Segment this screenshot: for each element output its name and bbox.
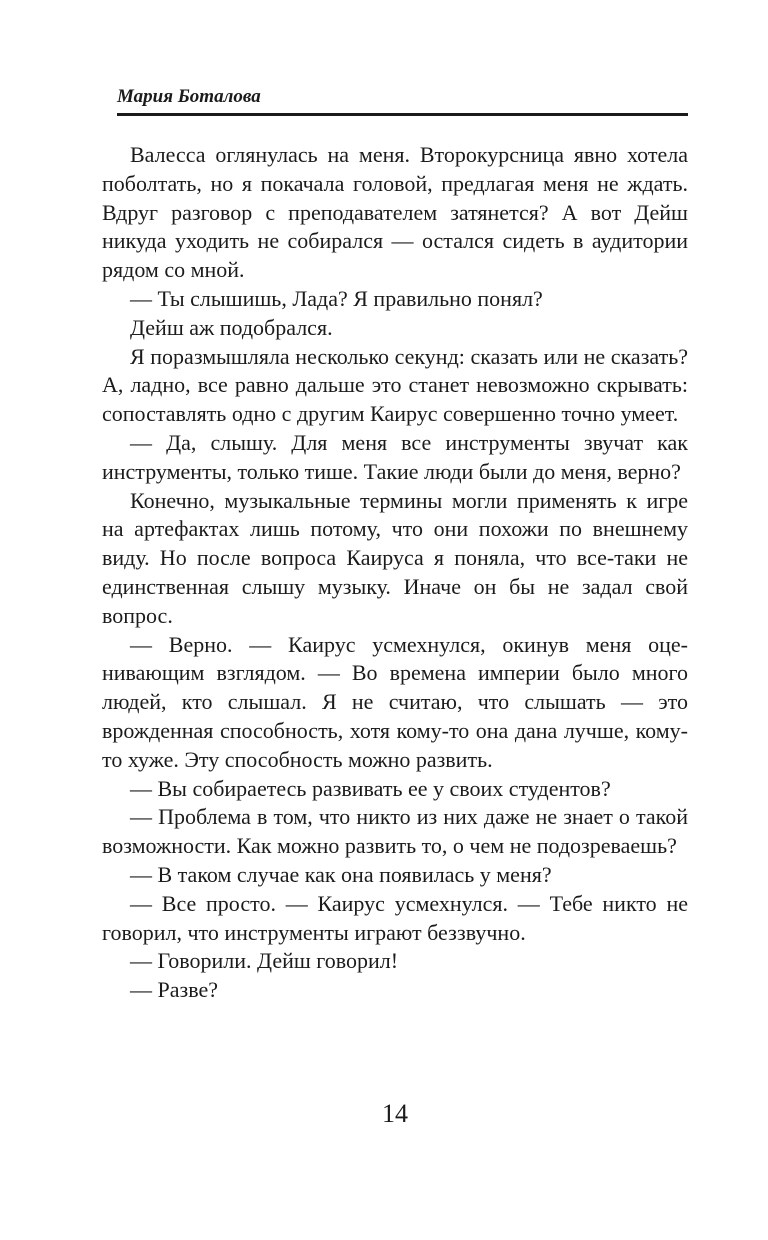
paragraph-dialogue: — Да, слышу. Для меня все инструменты звучат как инструменты, только тише. Такие люди были до меня, верно? — [102, 429, 688, 484]
paragraph-dialogue: — Все просто. — Каирус усмехнулся. — Тебе никто не говорил, что инструменты играют беззвучно. — [102, 890, 688, 945]
paragraph-dialogue: — Верно. — Каирус усмехнулся, окинув меня оценивающим взглядом. — Во времена империи было много людей, кто слышал. Я не считаю, что слышать — это врожденная способность, хотя кому-то она дана лучше, кому-то хуже. Эту способность можно развить. — [102, 631, 688, 772]
header-rule-divider — [117, 113, 688, 116]
page-number: 14 — [382, 1099, 408, 1128]
body-text-block — [102, 141, 688, 1005]
paragraph-dialogue: — Проблема в том, что никто из них даже не знает о такой возможности. Как можно развить то, о чем не подозреваешь? — [102, 804, 688, 859]
paragraph-dialogue: — Вы собираетесь развивать ее у своих студентов? — [130, 775, 611, 801]
page-content — [102, 86, 688, 1005]
paragraph-dialogue: — В таком случае как она появилась у меня? — [130, 861, 552, 887]
paragraph: Дейш аж подобрался. — [130, 314, 333, 340]
paragraph: Конечно, музыкальные термины могли применять к игре на артефактах лишь потому, что они похожи по внешнему виду. Но после вопроса Каируса я поняла, что все-таки не единственная слышу музыку. Иначе он бы не задал свой вопрос. — [102, 487, 688, 628]
running-header-author: Мария Боталова — [117, 86, 261, 107]
paragraph-dialogue: — Ты слышишь, Лада? Я правильно понял? — [130, 285, 543, 311]
paragraph-dialogue: — Разве? — [130, 977, 218, 1003]
paragraph: Я поразмышляла несколько секунд: сказать или не сказать? А, ладно, все равно дальше это станет невозможно скрывать: сопоставлять одно с другим Каирус совершенно точно умеет. — [102, 343, 688, 427]
paragraph: Валесса оглянулась на меня. Второкурсница явно хотела поболтать, но я покачала головой, предлагая меня не ждать. Вдруг разговор с преподавателем затянется? А вот Дейш никуда уходить не собирался — остался сидеть в аудитории рядом со мной. — [102, 142, 688, 283]
paragraph-dialogue: — Говорили. Дейш говорил! — [130, 948, 399, 974]
